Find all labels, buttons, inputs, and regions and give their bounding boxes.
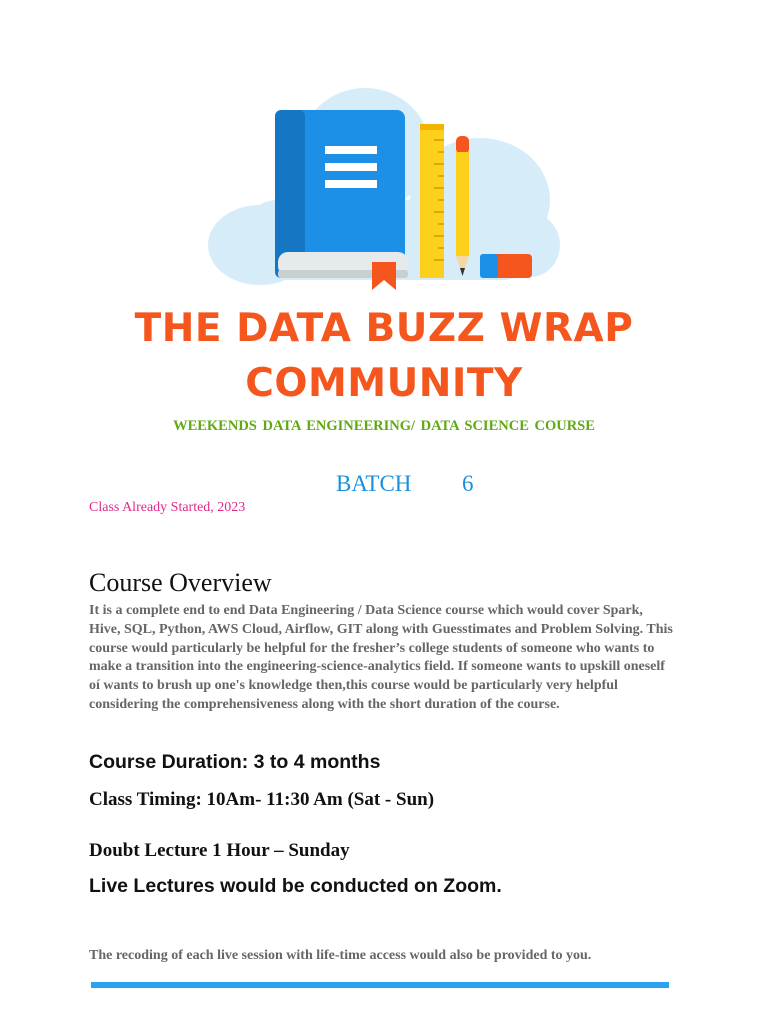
class-status-text: Class Already Started, 2023 — [89, 500, 246, 515]
eraser-icon — [480, 254, 532, 278]
overview-heading: Course Overview — [89, 568, 272, 597]
class-timing: Class Timing: 10Am- 11:30 Am (Sat - Sun) — [89, 789, 435, 810]
bottom-divider — [91, 982, 669, 988]
batch-label: BATCH — [336, 471, 412, 496]
doubt-lecture: Doubt Lecture 1 Hour – Sunday — [89, 840, 350, 861]
course-subtitle: WEEKENDS DATA ENGINEERING/ DATA SCIENCE COURSE — [173, 418, 595, 434]
book-illustration-icon — [200, 80, 570, 300]
batch-number: 6 — [462, 471, 474, 496]
pencil-icon — [456, 136, 469, 276]
overview-body: It is a complete end to end Data Engineering / Data Science course which would cover Spark, Hive, SQL, Python, AWS Cloud, Airflow, GIT along with Guesstimates and Problem Solving. This course would particularly be helpful for the fresher’s college students of someone who wants to make a transition into the engineering-science-analytics field. If someone wants to upskill oneself oí wants to brush up one's knowledge then,this course would be particularly very helpful considering the comprehensiveness along with the short duration of the course. — [89, 603, 673, 712]
course-duration: Course Duration: 3 to 4 months — [89, 751, 381, 773]
live-lectures-note: Live Lectures would be conducted on Zoom. — [89, 875, 502, 897]
ruler-icon — [420, 124, 444, 278]
book-icon — [275, 110, 408, 290]
page-title-line2: COMMUNITY — [245, 361, 523, 406]
page-title-line1: THE DATA BUZZ WRAP — [134, 306, 634, 351]
recording-note: The recoding of each live session with life-time access would also be provided to you. — [89, 948, 592, 963]
